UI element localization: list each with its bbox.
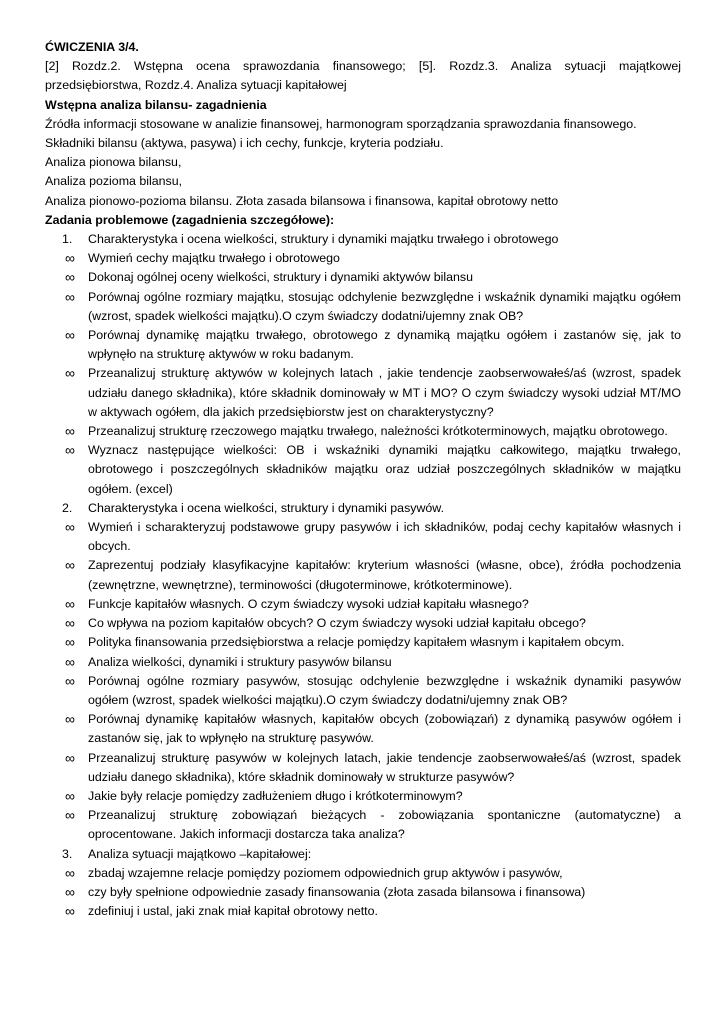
- bullet-item: [45, 556, 681, 594]
- document-page: [45, 38, 681, 921]
- infinity-bullet-icon: ∞: [65, 749, 75, 766]
- infinity-bullet-icon: ∞: [65, 288, 75, 305]
- item-text: Wyznacz następujące wielkości: OB i wskaźniki dynamiki majątku całkowitego, majątku trwałego, obrotowego i poszczególnych składników majątku oraz udział poszczególnych składników w majątku ogółem. (excel): [88, 443, 681, 496]
- item-number: 1.: [62, 232, 73, 247]
- intro-line: Analiza pozioma bilansu,: [45, 174, 183, 189]
- numbered-item: [45, 845, 681, 864]
- item-text: Porównaj ogólne rozmiary pasywów, stosując odchylenie bezwzględne i wskaźnik dynamiki pasywów ogółem (wzrost, spadek wielkości majątku).O czym świadczy dodatni/ujemny znak OB?: [88, 673, 681, 707]
- item-number: 2.: [62, 500, 73, 515]
- item-text: Przeanalizuj strukturę pasywów w kolejnych latach, jakie tendencje zaobserwowałeś/aś (wzrost, spadek udziału danego składnika), które składnik dominowały w strukturze pasywów?: [88, 750, 681, 784]
- infinity-bullet-icon: ∞: [65, 423, 75, 440]
- infinity-bullet-icon: ∞: [65, 519, 75, 536]
- bullet-item: [45, 595, 681, 614]
- bullet-item: [45, 633, 681, 652]
- bullet-item: [45, 422, 681, 441]
- item-text: Analiza wielkości, dynamiki i struktury pasywów bilansu: [88, 654, 392, 669]
- item-text: Charakterystyka i ocena wielkości, struktury i dynamiki pasywów.: [88, 500, 445, 515]
- infinity-bullet-icon: ∞: [65, 250, 75, 267]
- bullet-item: [45, 864, 681, 883]
- item-text: Jakie były relacje pomiędzy zadłużeniem długo i krótkoterminowym?: [88, 788, 463, 803]
- infinity-bullet-icon: ∞: [65, 787, 75, 804]
- item-text: Wymień i scharakteryzuj podstawowe grupy pasywów i ich składników, podaj cechy kapitałów własnych i obcych.: [88, 520, 681, 554]
- infinity-bullet-icon: ∞: [65, 903, 75, 920]
- bullet-item: [45, 614, 681, 633]
- bullet-item: [45, 441, 681, 499]
- numbered-item: [45, 230, 681, 249]
- bullet-item: [45, 883, 681, 902]
- item-text: Zaprezentuj podziały klasyfikacyjne kapitałów: kryterium własności (własne, obce), źródła pochodzenia (zewnętrzne, wewnętrzne), terminowości (długoterminowe, krótkoterminowe).: [88, 558, 681, 592]
- infinity-bullet-icon: ∞: [65, 365, 75, 382]
- infinity-bullet-icon: ∞: [65, 672, 75, 689]
- item-text: Polityka finansowania przedsiębiorstwa a relacje pomiędzy kapitałem własnym i kapitałem obcym.: [88, 635, 625, 650]
- bullet-item: [45, 364, 681, 422]
- bullet-item: [45, 249, 681, 268]
- bullet-item: [45, 288, 681, 326]
- intro-line: Źródła informacji stosowane w analizie finansowej, harmonogram sporządzania sprawozdania finansowego.: [45, 116, 637, 131]
- section-title-problems: Zadania problemowe (zagadnienia szczegółowe):: [45, 212, 335, 227]
- item-text: Wymień cechy majątku trwałego i obrotowego: [88, 251, 340, 266]
- item-text: Co wpływa na poziom kapitałów obcych? O czym świadczy wysoki udział kapitału obcego?: [88, 616, 586, 631]
- intro-line: Analiza pionowa bilansu,: [45, 155, 182, 170]
- intro-line: Składniki bilansu (aktywa, pasywa) i ich cechy, funkcje, kryteria podziału.: [45, 136, 444, 151]
- references: [2] Rozdz.2. Wstępna ocena sprawozdania finansowego; [5]. Rozdz.3. Analiza sytuacji majątkowej przedsiębiorstwa, Rozdz.4. Analiza sytuacji kapitałowej: [45, 59, 681, 93]
- bullet-item: [45, 518, 681, 556]
- infinity-bullet-icon: ∞: [65, 883, 75, 900]
- infinity-bullet-icon: ∞: [65, 442, 75, 459]
- item-text: zbadaj wzajemne relacje pomiędzy poziomem odpowiednich grup aktywów i pasywów,: [88, 865, 563, 880]
- item-text: Charakterystyka i ocena wielkości, struktury i dynamiki majątku trwałego i obrotowego: [88, 232, 559, 247]
- bullet-item: [45, 710, 681, 748]
- item-text: Porównaj dynamikę majątku trwałego, obrotowego z dynamiką majątku ogółem i zastanów się, jak to wpłynęło na strukturę aktywów w roku badanym.: [88, 328, 681, 362]
- intro-line: Analiza pionowo-pozioma bilansu. Złota zasada bilansowa i finansowa, kapitał obrotowy netto: [45, 193, 559, 208]
- section-title-balance: Wstępna analiza bilansu- zagadnienia: [45, 97, 267, 112]
- infinity-bullet-icon: ∞: [65, 327, 75, 344]
- bullet-item: [45, 672, 681, 710]
- item-number: 3.: [62, 846, 73, 861]
- item-text: zdefiniuj i ustal, jaki znak miał kapitał obrotowy netto.: [88, 904, 378, 919]
- item-text: Przeanalizuj strukturę zobowiązań bieżących - zobowiązania spontaniczne (automatyczne) a oprocentowane. Jakich informacji dostarcza taka analiza?: [88, 808, 681, 842]
- item-text: Przeanalizuj strukturę aktywów w kolejnych latach , jakie tendencje zaobserwowałeś/aś (wzrost, spadek udziału danego składnika), które składnik dominowały w MT i MO? O czym świadczy wysoki udział MT/MO w aktywach ogółem, dla jakich przedsiębiorstw jest on charakterystyczny?: [88, 366, 681, 419]
- item-text: Funkcje kapitałów własnych. O czym świadczy wysoki udział kapitału własnego?: [88, 596, 529, 611]
- bullet-item: [45, 268, 681, 287]
- infinity-bullet-icon: ∞: [65, 864, 75, 881]
- item-text: Porównaj ogólne rozmiary majątku, stosując odchylenie bezwzględne i wskaźnik dynamiki majątku ogółem (wzrost, spadek wielkości majątku).O czym świadczy dodatni/ujemny znak OB?: [88, 289, 681, 323]
- infinity-bullet-icon: ∞: [65, 269, 75, 286]
- item-text: Analiza sytuacji majątkowo –kapitałowej:: [88, 846, 312, 861]
- bullet-item: [45, 326, 681, 364]
- bullet-item: [45, 749, 681, 787]
- infinity-bullet-icon: ∞: [65, 634, 75, 651]
- numbered-item: [45, 499, 681, 518]
- infinity-bullet-icon: ∞: [65, 557, 75, 574]
- infinity-bullet-icon: ∞: [65, 653, 75, 670]
- item-text: czy były spełnione odpowiednie zasady finansowania (złota zasada bilansowa i finansowa): [88, 884, 586, 899]
- bullet-item: [45, 787, 681, 806]
- item-text: Przeanalizuj strukturę rzeczowego majątku trwałego, należności krótkoterminowych, majątku obrotowego.: [88, 424, 668, 439]
- page-heading: ĆWICZENIA 3/4.: [45, 40, 139, 54]
- bullet-item: [45, 806, 681, 844]
- bullet-item: [45, 902, 681, 921]
- task-list: [45, 230, 681, 921]
- infinity-bullet-icon: ∞: [65, 807, 75, 824]
- item-text: Dokonaj ogólnej oceny wielkości, struktury i dynamiki aktywów bilansu: [88, 270, 473, 285]
- infinity-bullet-icon: ∞: [65, 595, 75, 612]
- bullet-item: [45, 653, 681, 672]
- infinity-bullet-icon: ∞: [65, 615, 75, 632]
- item-text: Porównaj dynamikę kapitałów własnych, kapitałów obcych (zobowiązań) z dynamiką pasywów ogółem i zastanów się, jak to wpłynęło na strukturę pasywów.: [88, 712, 681, 746]
- infinity-bullet-icon: ∞: [65, 711, 75, 728]
